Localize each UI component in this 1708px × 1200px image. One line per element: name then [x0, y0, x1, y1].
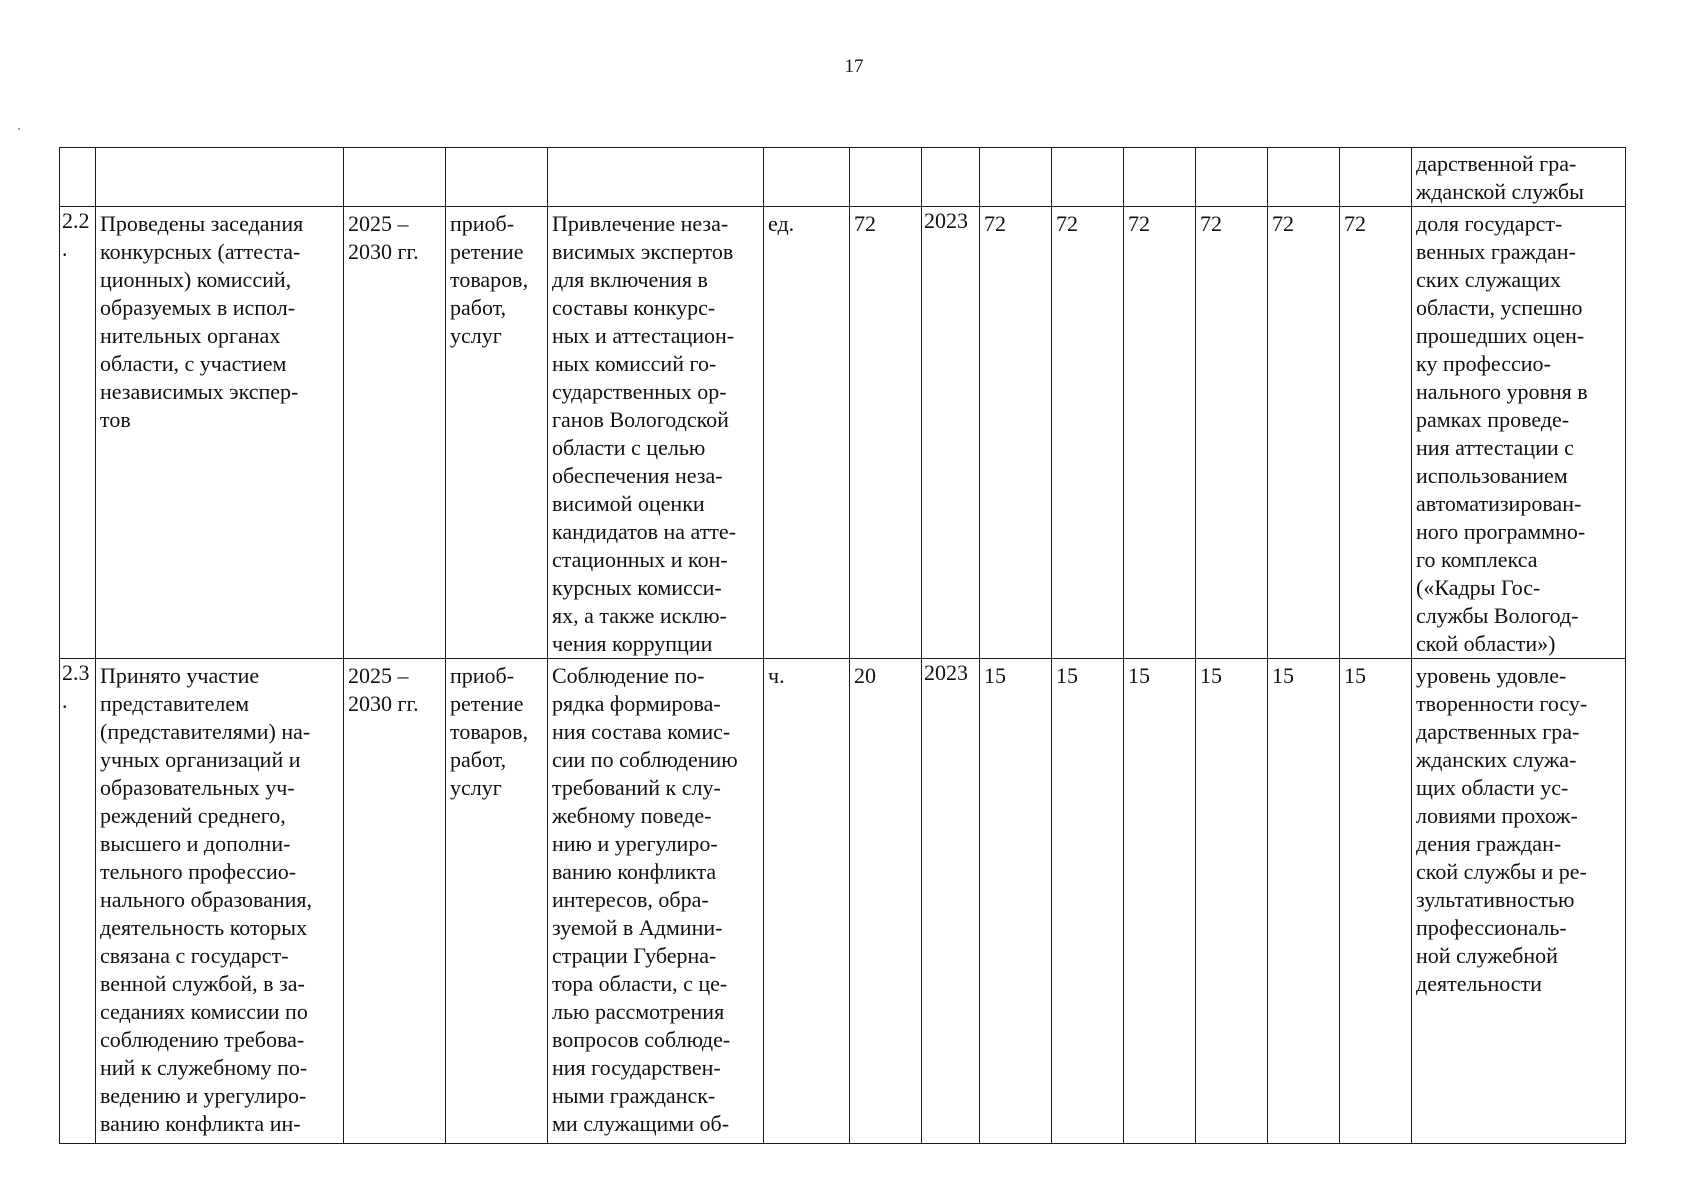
value-text: 72	[1344, 211, 1366, 236]
cell-value-5	[1268, 207, 1340, 659]
cell-base-value	[850, 148, 922, 207]
row-number: 2.3.	[62, 660, 90, 713]
cell-value-6	[1340, 207, 1412, 659]
cell-value-3	[1124, 659, 1196, 1144]
value-text: 72	[1056, 211, 1078, 236]
cell-period	[344, 659, 446, 1144]
cell-name	[96, 207, 344, 659]
cell-type	[446, 659, 548, 1144]
cell-value-3	[1124, 207, 1196, 659]
type-text: приоб- ретение товаров, работ, услуг	[450, 663, 529, 800]
cell-base-value	[850, 207, 922, 659]
unit-text: ч.	[768, 663, 785, 688]
cell-base-year	[922, 207, 980, 659]
cell-value-6	[1340, 659, 1412, 1144]
cell-period	[344, 148, 446, 207]
cell-name	[96, 148, 344, 207]
value-text: 15	[1200, 663, 1222, 688]
cell-description	[548, 659, 764, 1144]
period-text: 2025 – 2030 гг.	[348, 211, 419, 264]
measure-name: Принято участие представителем (представителями) на- учных организаций и образовательных уч- реждений среднего, высшего и дополни- тельного профессио- нального образования, деятельность которых связана с государст- венной службой, в за- седаниях комиссии по соблюдению требова- ний к служебному по- ведению и урегулиро- ванию конфликта ин-	[100, 663, 313, 1136]
value-text: 72	[984, 211, 1006, 236]
cell-period	[344, 207, 446, 659]
cell-value-2	[1052, 148, 1124, 207]
cell-num	[60, 659, 96, 1144]
cell-indicator	[1412, 659, 1626, 1144]
cell-value-6	[1340, 148, 1412, 207]
cell-unit	[764, 659, 850, 1144]
cell-base-value	[850, 659, 922, 1144]
cell-unit	[764, 148, 850, 207]
cell-type	[446, 148, 548, 207]
cell-description	[548, 148, 764, 207]
value-text: 72	[1128, 211, 1150, 236]
cell-value-2	[1052, 207, 1124, 659]
type-text: приоб- ретение товаров, работ, услуг	[450, 211, 529, 348]
cell-value-2	[1052, 659, 1124, 1144]
cell-name	[96, 659, 344, 1144]
scan-speck	[18, 128, 20, 130]
measure-name: Проведены заседания конкурсных (аттеста- ционных) комиссий, образуемых в испол- нительных органах области, с участием независимых экспер- тов	[100, 211, 304, 432]
table-row-continuation	[60, 148, 1626, 207]
cell-num	[60, 207, 96, 659]
value-text: 15	[1056, 663, 1078, 688]
cell-value-5	[1268, 659, 1340, 1144]
cell-indicator	[1412, 148, 1626, 207]
period-text: 2025 – 2030 гг.	[348, 663, 419, 716]
value-text: 15	[1128, 663, 1150, 688]
cell-type	[446, 207, 548, 659]
base-value-text: 72	[854, 211, 876, 236]
base-value-text: 20	[854, 663, 876, 688]
page-number: 17	[844, 56, 864, 77]
cell-unit	[764, 207, 850, 659]
value-text: 72	[1272, 211, 1294, 236]
cell-value-1	[980, 659, 1052, 1144]
cell-value-1	[980, 148, 1052, 207]
table-row	[60, 207, 1626, 659]
description-text: Привлечение неза- висимых экспертов для включения в составы конкурс- ных и аттестацион- ных комиссий го- сударственных ор- ганов Вологодской области с целью обеспечения неза- висимой оценки кандидатов на атте- стационных и кон- курсных комисси- ях, а также исклю- чения коррупции	[552, 211, 737, 656]
value-text: 15	[1344, 663, 1366, 688]
base-year-text: 2023	[924, 208, 968, 233]
value-text: 15	[1272, 663, 1294, 688]
measures-table	[59, 147, 1626, 1144]
cell-indicator	[1412, 207, 1626, 659]
base-year-text: 2023	[924, 660, 968, 685]
cell-description	[548, 207, 764, 659]
cell-value-4	[1196, 148, 1268, 207]
value-text: 72	[1200, 211, 1222, 236]
indicator-text: уровень удовле- творенности госу- дарственных гра- жданских служа- щих области ус- ловиями прохож- дения граждан- ской службы и ре- зультативностью профессиональ- ной служебной деятельности	[1416, 663, 1588, 996]
cell-value-3	[1124, 148, 1196, 207]
row-number: 2.2.	[62, 208, 90, 261]
cell-value-4	[1196, 659, 1268, 1144]
cell-value-4	[1196, 207, 1268, 659]
unit-text: ед.	[768, 211, 795, 236]
cell-value-5	[1268, 148, 1340, 207]
value-text: 15	[984, 663, 1006, 688]
cell-value-1	[980, 207, 1052, 659]
indicator-text: дарственной гра- жданской службы	[1416, 151, 1584, 204]
description-text: Соблюдение по- рядка формирова- ния состава комис- сии по соблюдению требований к слу- жебному поведе- нию и урегулиро- ванию конфликта интересов, обра- зуемой в Админи- страции Губерна- тора области, с це- лью рассмотрения вопросов соблюде- ния государствен- ными гражданск- ми служащими об-	[552, 663, 738, 1136]
cell-num	[60, 148, 96, 207]
cell-base-year	[922, 659, 980, 1144]
cell-base-year	[922, 148, 980, 207]
indicator-text: доля государст- венных граждан- ских служащих области, успешно прошедших оцен- ку профессио- нального уровня в рамках проведе- ния аттестации с использованием автоматизирован- ного программно- го комплекса («Кадры Гос- службы Вологод- ской области»)	[1416, 211, 1588, 656]
table-row	[60, 659, 1626, 1144]
